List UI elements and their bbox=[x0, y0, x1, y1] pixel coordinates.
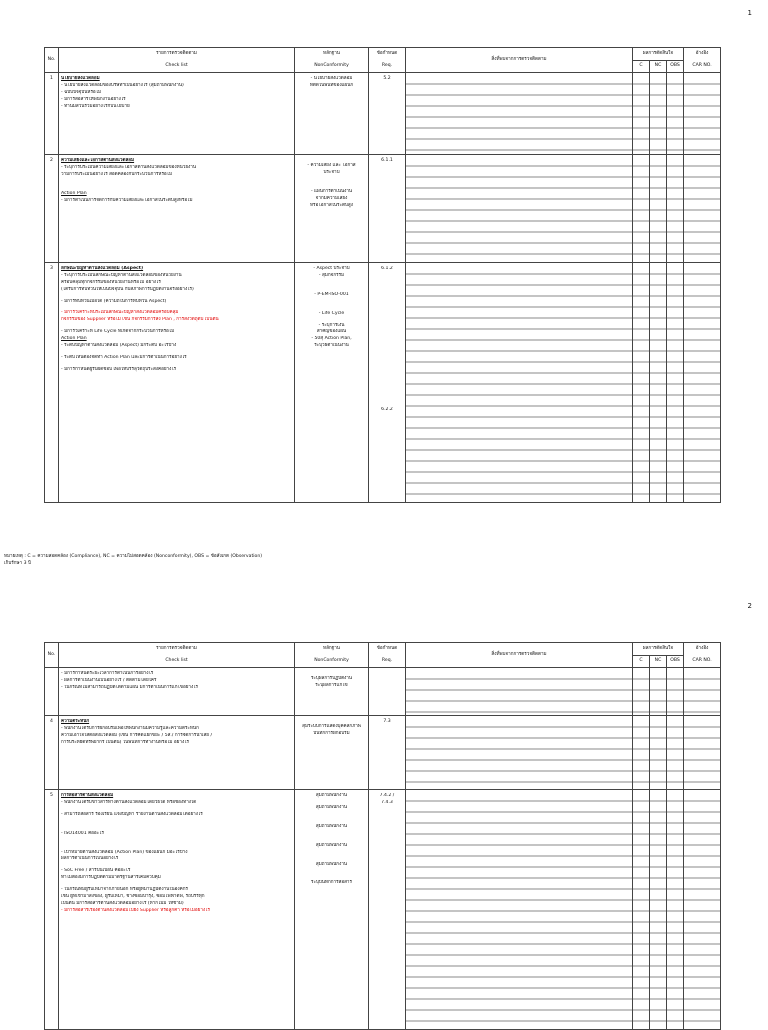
req-value: 7.4.2 / bbox=[379, 793, 395, 798]
evidence-line: บันทึกการฝึกอบรม bbox=[313, 730, 350, 736]
checklist-line: ความตระหนัก bbox=[61, 719, 90, 724]
findings-cell bbox=[406, 155, 633, 263]
checklist-line: - ระดับปัญหาด้านสิ่งแวดล้อม (Aspect) มีกี่ระดับ อะไรบ้าง bbox=[61, 343, 177, 349]
col-header-findings: สิ่งที่พบจากการตรวจติดตาม bbox=[406, 48, 633, 73]
findings-cell bbox=[406, 263, 633, 503]
req-value-extra: 7.4.3 bbox=[381, 799, 393, 805]
col-header-nc: NC bbox=[650, 61, 667, 73]
col-header-checklist: รายการตรวจติดตาม bbox=[59, 48, 295, 61]
evidence-line: ที่ติดในพื้นที่ของแผนก bbox=[309, 82, 354, 88]
findings-cell bbox=[406, 790, 633, 1030]
table-row bbox=[45, 263, 721, 503]
req-cell: 6.1.1 bbox=[369, 155, 406, 263]
req-cell: 5.2 bbox=[369, 73, 406, 155]
evidence-line: สุ่มถามพนักงาน bbox=[315, 804, 348, 810]
checklist-line: - พนักงานได้รับการฝึกอบรมเพื่อให้พนักงานมีความรู้และความตระหนัก bbox=[61, 725, 199, 731]
evidence-line: - แผนการดำเนินงาน bbox=[310, 188, 353, 194]
checklist-line: การสื่อสารด้านสิ่งแวดล้อม bbox=[61, 793, 114, 798]
col-header-car: CAR NO. bbox=[684, 61, 721, 73]
evidence-cell bbox=[295, 668, 369, 716]
checklist-line: - ISO14001 คืออะไร bbox=[61, 830, 104, 836]
checklist-line bbox=[61, 819, 292, 831]
table-row bbox=[45, 155, 721, 263]
col-header-req: ข้อกำหนด bbox=[369, 48, 406, 61]
col-header-no: No. bbox=[45, 643, 59, 668]
col-header-evidence: หลักฐาน bbox=[295, 48, 369, 61]
evidence-line: ประจำปี bbox=[323, 169, 340, 175]
evidence-line: - นโยบายสิ่งแวดล้อม bbox=[310, 76, 353, 81]
page-number: 2 bbox=[747, 602, 752, 610]
row-no: 4 bbox=[45, 716, 59, 790]
row-no: 3 bbox=[45, 263, 59, 503]
checklist-line bbox=[61, 838, 292, 850]
page-number: 1 bbox=[747, 9, 752, 17]
evidence-cell bbox=[295, 155, 369, 263]
checklist-line: - มีการดำเนินการจัดการกับความเสี่ยงและโอกาสในระดับสูงหรือไม่ bbox=[61, 197, 193, 203]
evidence-line: สุ่มระบบการแสดงบุคคลิกภาพ bbox=[302, 724, 361, 729]
checklist-line: - ในกรณีที่มีผู้รับเหมาจากภายนอก หรือผู้ที่มาปฏิบัติงานในองค์กร bbox=[61, 887, 188, 893]
evidence-line: ระบุผลการแก้ไข bbox=[315, 682, 348, 688]
checklist-cell bbox=[59, 790, 295, 1030]
row-no: 5 bbox=[45, 790, 59, 1030]
audit-checklist-table-page-2 bbox=[44, 642, 721, 1030]
checklist-line: - ในกรณีที่ไม่สามารถปฏิบัติได้ตามแผน มีการดำเนินการแก้ไขอย่างไร bbox=[61, 684, 198, 690]
checklist-line: - ระดับไหนต้องจัดทำ Action Plan และมีการดำเนินการอย่างไร bbox=[61, 354, 187, 360]
req-cell: 7.3 bbox=[369, 716, 406, 790]
col-header-evidence-en: NonConformity bbox=[295, 656, 369, 668]
result-c-cell bbox=[633, 716, 650, 790]
evidence-cell bbox=[295, 716, 369, 790]
col-header-evidence-en: NonConformity bbox=[295, 61, 369, 73]
checklist-line: - มีการสื่อสารให้พนักงานอย่างไร bbox=[61, 96, 126, 102]
checklist-line: ความเสี่ยงและโอกาสด้านสิ่งแวดล้อม bbox=[61, 158, 135, 163]
checklist-line: - มีการสื่อสารเรื่องด้านสิ่งแวดล้อมไปยัง Supplier หรือลูกค้า หรือไม่อย่างไร bbox=[61, 907, 210, 913]
result-obs-cell bbox=[667, 73, 684, 155]
checklist-line: นโยบายสิ่งแวดล้อม bbox=[61, 76, 100, 81]
checklist-line: ผลการดำเนินการเป็นอย่างไร bbox=[61, 856, 119, 862]
col-header-ref: อ้างอิง bbox=[684, 48, 721, 61]
result-obs-cell bbox=[667, 263, 684, 503]
checklist-line: ความเอาใจใส่ต่อสิ่งแวดล้อม (เช่น การคัดแยกขยะ / 5ส./ การจัดการน้ำเสีย / bbox=[61, 732, 213, 738]
result-nc-cell bbox=[650, 73, 667, 155]
checklist-cell bbox=[59, 668, 295, 716]
col-header-checklist-en: Check list bbox=[59, 656, 295, 668]
checklist-line: - นโยบายสิ่งแวดล้อมของบริษัทฯเป็นอย่างไร (สุ่มถามพนักงาน) bbox=[61, 82, 184, 88]
evidence-line: สุ่มถามพนักงาน bbox=[315, 842, 348, 848]
checklist-line bbox=[61, 179, 292, 191]
col-header-nc: NC bbox=[650, 656, 667, 668]
req-cell bbox=[369, 668, 406, 716]
checklist-line: - เป้าหมายด้านสิ่งแวดล้อม (Action Plan) ของแผนก มีอะไรบ้าง bbox=[61, 849, 188, 855]
evidence-cell bbox=[295, 73, 369, 155]
checklist-line: - มีการกำหนดผู้รับผิดชอบ เพื่อให้บรรลุวัตถุประสงค์อย่างไร bbox=[61, 366, 177, 372]
result-obs-cell bbox=[667, 155, 684, 263]
car-cell bbox=[684, 716, 721, 790]
checklist-line: - มีการวิเคราะห์ Life Cycle ที่เกิดจากกระบวนการหรือไม่ bbox=[61, 329, 175, 335]
col-header-ref: อ้างอิง bbox=[684, 643, 721, 656]
checklist-cell bbox=[59, 263, 295, 503]
checklist-line: - ระบุการประเมินลักษณะปัญหาด้านสิ่งแวดล้อมของหน่วยงาน bbox=[61, 272, 182, 278]
checklist-line: ลักษณะปัญหาด้านสิ่งแวดล้อม (Aspect) bbox=[61, 266, 144, 271]
result-nc-cell bbox=[650, 668, 667, 716]
result-c-cell bbox=[633, 155, 650, 263]
result-nc-cell bbox=[650, 716, 667, 790]
checklist-cell bbox=[59, 73, 295, 155]
evidence-line: - Aspect ประจำปี bbox=[313, 266, 350, 271]
checklist-line: เช่น ผู้ที่เข้ามาส่งของ, ผู้รับเหมา, ช่างซ่อมบำรุง, ซ่อมไฟฟ้าดิฟ, รถบรรทุก bbox=[61, 894, 205, 900]
evidence-cell bbox=[295, 263, 369, 503]
result-obs-cell bbox=[667, 716, 684, 790]
checklist-line: ครอบคลุมทุกกิจกรรมของหน่วยงานหรือไม่ อย่างไร bbox=[61, 279, 161, 285]
req-value-action-plan: 6.2.2 bbox=[381, 406, 393, 412]
result-nc-cell bbox=[650, 155, 667, 263]
col-header-c: C bbox=[633, 656, 650, 668]
result-obs-cell bbox=[667, 668, 684, 716]
table-row bbox=[45, 73, 721, 155]
col-header-req-en: Req. bbox=[369, 61, 406, 73]
result-nc-cell bbox=[650, 263, 667, 503]
evidence-line: - Life Cycle bbox=[318, 310, 345, 316]
evidence-line bbox=[297, 177, 366, 189]
car-cell bbox=[684, 73, 721, 155]
checklist-line: เป็นต้น มีการสื่อสารด้านสิ่งแวดล้อมอย่างไร (หากไม่มี ให้ข้าม) bbox=[61, 900, 184, 906]
checklist-line: ทำไมต้องมีการปฏิบัติตามมาตรฐานสารเคมีควบคุม bbox=[61, 875, 161, 881]
evidence-line: ระบุบันทึกการสื่อสาร bbox=[311, 880, 352, 886]
checklist-line: (ได้รับการทบทวนให้เป็นปัจจุบัน กับสภาพการปฏิบัติงานจริงอย่างไร) bbox=[61, 286, 194, 292]
findings-cell bbox=[406, 716, 633, 790]
evidence-line: สุ่มถามพนักงาน bbox=[315, 793, 348, 798]
table-row bbox=[45, 790, 721, 1030]
findings-cell bbox=[406, 668, 633, 716]
col-header-checklist-en: Check list bbox=[59, 61, 295, 73]
car-cell bbox=[684, 155, 721, 263]
result-obs-cell bbox=[667, 790, 684, 1030]
checklist-line: - พนักงานได้รับข่าวสารทางด้านสิ่งแวดล้อมโดยวิธีใด หรือช่องทางใด bbox=[61, 799, 197, 805]
checklist-line: - สามารถสื่อสาร ร้องเรียน แจ้งปัญหา รายงานด้านสิ่งแวดล้อมได้อย่างไร bbox=[61, 811, 203, 817]
car-cell bbox=[684, 790, 721, 1030]
checklist-cell bbox=[59, 155, 295, 263]
checklist-line: Action Plan bbox=[61, 336, 87, 342]
checklist-line: ว่ามีการประเมินอย่างไร สอดคล้องกับกระบวนการหรือไม่ bbox=[61, 171, 173, 177]
evidence-line: ระบุวิธีดำเนินงาน bbox=[314, 343, 349, 349]
col-header-req-en: Req. bbox=[369, 656, 406, 668]
col-header-req: ข้อกำหนด bbox=[369, 643, 406, 656]
col-header-car: CAR NO. bbox=[684, 656, 721, 668]
checklist-line: - มีการกำหนดระยะเวลาการดำเนินการอย่างไร bbox=[61, 671, 154, 676]
checklist-line: - มีการทบทวนเมื่อใด (ความถี่ในการทบทวน Aspect) bbox=[61, 298, 167, 304]
req-cell bbox=[369, 790, 406, 1030]
evidence-line: - ความเสี่ยง และ โอกาส bbox=[307, 163, 356, 168]
checklist-cell bbox=[59, 716, 295, 790]
findings-cell bbox=[406, 73, 633, 155]
req-cell bbox=[369, 263, 406, 503]
result-nc-cell bbox=[650, 790, 667, 1030]
req-value: 6.1.2 bbox=[381, 266, 393, 271]
col-header-evidence: หลักฐาน bbox=[295, 643, 369, 656]
col-header-obs: OBS bbox=[667, 656, 684, 668]
checklist-line: - ฉบับปัจจุบันหรือไม่ bbox=[61, 89, 102, 95]
evidence-line: - ระบุการเงิน bbox=[318, 322, 345, 328]
col-header-c: C bbox=[633, 61, 650, 73]
evidence-line bbox=[297, 850, 366, 862]
evidence-line: หรือโอกาสในระดับสูง bbox=[310, 202, 353, 208]
checklist-line: กิจกรรมของ Supplier หรือไม่ เช่น กิจกรรมการส่ง Plan , การส่งวัตถุดิบ เป็นต้น bbox=[61, 317, 219, 323]
car-cell bbox=[684, 263, 721, 503]
footnote-retention: เก็บรักษา 3 ปี bbox=[4, 561, 31, 567]
car-cell bbox=[684, 668, 721, 716]
evidence-line: - สุ่มกิจกรรม bbox=[318, 272, 345, 278]
table-row bbox=[45, 716, 721, 790]
evidence-line: ระบุผลการปฏิบัติงาน bbox=[310, 676, 353, 681]
row-no: 2 bbox=[45, 155, 59, 263]
checklist-line: Action Plan bbox=[61, 190, 87, 196]
evidence-line: สำคัญของแผน bbox=[316, 329, 347, 335]
footnote bbox=[4, 553, 262, 568]
col-header-result: ผลการตัดสินใจ bbox=[633, 48, 684, 61]
result-c-cell bbox=[633, 790, 650, 1030]
checklist-line: - มีการวิเคราะห์ประเมินลักษณะปัญหาสิ่งแวดล้อมครอบคลุม bbox=[61, 310, 179, 316]
evidence-line bbox=[297, 299, 366, 311]
checklist-line: - ระบุการประเมินความเสี่ยงและโอกาสด้านสิ่งแวดล้อมของหน่วยงาน bbox=[61, 164, 197, 170]
footnote-legend: หมายเหตุ : C = ความสอดคล้อง (Compliance), NC = ความไม่สอดคล้อง (Nonconformity), OBS = ข้อสังเกต (Observation) bbox=[4, 554, 263, 559]
row-no bbox=[45, 668, 59, 716]
evidence-line: สุ่มถามพนักงาน bbox=[315, 861, 348, 867]
evidence-line bbox=[297, 280, 366, 292]
audit-checklist-table-page-1 bbox=[44, 47, 721, 503]
checklist-line: การประหยัดทรัพยากร เป็นต้น) ในพื้นที่การทำงานหรือไม่ อย่างไร bbox=[61, 739, 189, 745]
checklist-line: - ท่านมีส่วนร่วมอย่างไรกับนโยบาย bbox=[61, 103, 130, 109]
evidence-line: - 50สุ Action Plan, bbox=[311, 336, 352, 342]
evidence-line bbox=[297, 868, 366, 880]
row-no: 1 bbox=[45, 73, 59, 155]
evidence-line: - P-EM-ISO-001 bbox=[314, 291, 349, 297]
result-c-cell bbox=[633, 263, 650, 503]
result-c-cell bbox=[633, 73, 650, 155]
table-row bbox=[45, 668, 721, 716]
col-header-findings: สิ่งที่พบจากการตรวจติดตาม bbox=[406, 643, 633, 668]
col-header-checklist: รายการตรวจติดตาม bbox=[59, 643, 295, 656]
evidence-line bbox=[297, 831, 366, 843]
evidence-line: จากมีความเสี่ยง bbox=[315, 195, 348, 201]
checklist-line: - ผลการดำเนินงานเป็นอย่างไร / ติดตามโดยใคร bbox=[61, 677, 157, 683]
evidence-line bbox=[297, 812, 366, 824]
result-c-cell bbox=[633, 668, 650, 716]
evidence-line: สุ่มถามพนักงาน bbox=[315, 823, 348, 829]
col-header-no: No. bbox=[45, 48, 59, 73]
checklist-line: - SoC Free / สารปนเปื้อน คืออะไร bbox=[61, 868, 131, 874]
col-header-result: ผลการตัดสินใจ bbox=[633, 643, 684, 656]
col-header-obs: OBS bbox=[667, 61, 684, 73]
evidence-cell bbox=[295, 790, 369, 1030]
